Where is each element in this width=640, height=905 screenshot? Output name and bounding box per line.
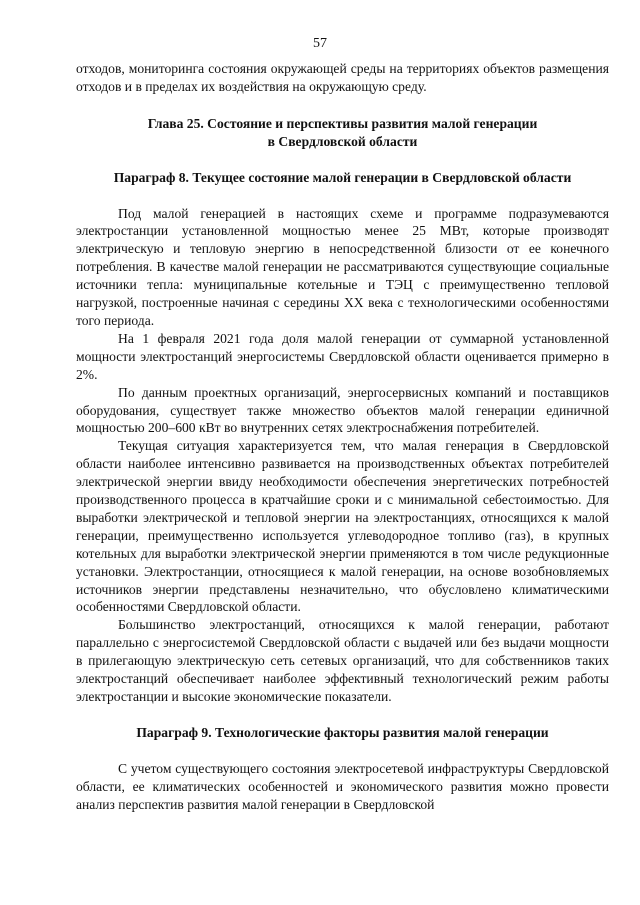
page-number: 57 (313, 36, 327, 51)
page-content (76, 60, 609, 814)
paragraph8-text-4: Текущая ситуация характеризуется тем, что малая генерация в Свердловской области наиболее интенсивно развивается на производственных объектах потребителей электрической энергии ввиду необходимости обеспечения энергетических потребностей производственного процесса в кратчайшие сроки и с минимальной себестоимостью. Для выработки электрической и тепловой энергии на электростанциях, относящихся к малой генерации, преимущественно используется углеводородное топливо (газ), в крупных котельных для выработки электрической энергии применяются в том числе редукционные установки. Электростанции, относящиеся к малой генерации, на основе возобновляемых источников энергии представлены незначительно, что обусловлено климатическими особенностями Свердловской области. (76, 438, 609, 615)
chapter-title-line2: в Свердловской области (267, 133, 418, 149)
chapter-title (76, 115, 609, 151)
intro-paragraph: отходов, мониторинга состояния окружающей среды на территориях объектов размещения отходов и в пределах их воздействия на окружающую среду. (76, 61, 609, 94)
paragraph8-text-5: Большинство электростанций, относящихся к малой генерации, работают параллельно с энергосистемой Свердловской области с выдачей или без выдачи мощности в прилегающую электрическую сеть сетевых организаций, что для собственников таких электростанций обеспечивает наиболее эффективный технологический режим работы электростанции и высокие экономические показатели. (76, 617, 609, 704)
chapter-title-line1: Глава 25. Состояние и перспективы развития малой генерации (147, 115, 538, 131)
paragraph9-text-1: С учетом существующего состояния электросетевой инфраструктуры Свердловской области, ее климатических особенностей и экономического развития можно провести анализ перспектив развития малой генерации в Свердловской (76, 760, 609, 812)
paragraph8-text-3: По данным проектных организаций, энергосервисных компаний и поставщиков оборудования, существует также множество объектов малой генерации единичной мощностью 200–600 кВт во внутренних сетях электроснабжения потребителей. (76, 384, 609, 436)
paragraph8-text-2: На 1 февраля 2021 года доля малой генерации от суммарной установленной мощности электростанций энергосистемы Свердловской области оценивается примерно в 2%. (76, 330, 609, 382)
paragraph8-text-1: Под малой генерацией в настоящих схеме и программе подразумеваются электростанции установленной мощностью менее 25 МВт, которые производят электрическую и тепловую энергию в непосредственной близости от ее конечного потребления. В качестве малой генерации не рассматриваются существующие социальные источники тепла: муниципальные котельные и ТЭЦ с преимущественно тепловой нагрузкой, построенные начиная с середины XX века с технологическими особенностями того периода. (76, 205, 609, 328)
paragraph8-heading: Параграф 8. Текущее состояние малой генерации в Свердловской области (113, 169, 572, 185)
paragraph9-heading: Параграф 9. Технологические факторы развития малой генерации (136, 724, 549, 740)
